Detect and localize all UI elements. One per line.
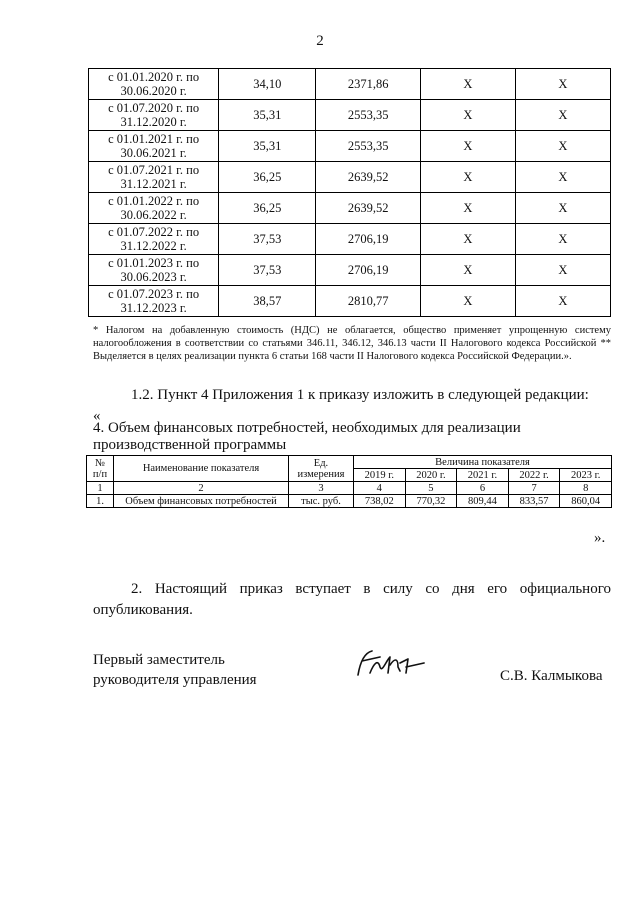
value1-cell: 35,31 <box>219 131 316 162</box>
x-cell: X <box>515 255 610 286</box>
header-unit-line1: Ед. <box>313 457 329 469</box>
value1-cell: 36,25 <box>219 193 316 224</box>
period-end: 30.06.2023 г. <box>120 270 187 284</box>
x-cell: X <box>420 69 515 100</box>
period-cell <box>89 255 219 286</box>
period-start: с 01.07.2021 г. по <box>108 163 200 177</box>
col-number: 8 <box>560 482 612 495</box>
x-cell: X <box>515 224 610 255</box>
year-2021: 2021 г. <box>457 469 509 482</box>
quote-close: ». <box>594 530 606 546</box>
signer-title-line1: Первый заместитель <box>93 652 225 668</box>
header-num-line1: № <box>94 457 106 469</box>
header-unit-cell <box>289 456 354 482</box>
period-cell <box>89 286 219 317</box>
col-number: 2 <box>114 482 289 495</box>
x-cell: X <box>515 286 610 317</box>
value2-cell: 2810,77 <box>316 286 420 317</box>
value2-cell: 2371,86 <box>316 69 420 100</box>
x-cell: X <box>420 100 515 131</box>
row-num: 1. <box>87 495 114 508</box>
period-end: 30.06.2022 г. <box>120 208 187 222</box>
footnote: * Налогом на добавленную стоимость (НДС) не облагается, общество применяет упрощенную систему налогообложения в соответствии со статьями 346.11, 346.12, 346.13 части II Налогового кодекса Российской ** Выделяется в целях реализации пункта 6 статьи 168 части II Налогового кодекса Российской Федерации.». <box>93 325 611 362</box>
row-value: 738,02 <box>354 495 406 508</box>
tariff-table <box>88 68 611 317</box>
value1-cell: 35,31 <box>219 100 316 131</box>
header-unit-line2: измерения <box>297 468 345 480</box>
col-number: 3 <box>289 482 354 495</box>
period-end: 31.12.2021 г. <box>120 177 187 191</box>
x-cell: X <box>420 193 515 224</box>
year-2019: 2019 г. <box>354 469 406 482</box>
signer-name: С.В. Калмыкова <box>500 668 603 684</box>
period-cell <box>89 162 219 193</box>
period-start: с 01.01.2021 г. по <box>108 132 200 146</box>
paragraph-4: 4. Объем финансовых потребностей, необходимых для реализации производственной программы <box>93 420 521 453</box>
period-start: с 01.01.2020 г. по <box>108 70 200 84</box>
needs-table <box>86 455 612 508</box>
x-cell: X <box>420 162 515 193</box>
value2-cell: 2553,35 <box>316 100 420 131</box>
signer-title <box>93 650 257 690</box>
period-cell <box>89 224 219 255</box>
value2-cell: 2639,52 <box>316 193 420 224</box>
quote-open: « <box>93 408 101 424</box>
period-start: с 01.07.2022 г. по <box>108 225 200 239</box>
row-value: 860,04 <box>560 495 612 508</box>
x-cell: X <box>420 255 515 286</box>
row-name: Объем финансовых потребностей <box>114 495 289 508</box>
row-unit: тыс. руб. <box>289 495 354 508</box>
period-cell <box>89 131 219 162</box>
header-value: Величина показателя <box>354 456 612 469</box>
tariff-row <box>89 286 611 317</box>
year-2022: 2022 г. <box>508 469 560 482</box>
value1-cell: 37,53 <box>219 255 316 286</box>
tariff-row <box>89 255 611 286</box>
value1-cell: 37,53 <box>219 224 316 255</box>
col-number: 4 <box>354 482 406 495</box>
row-value: 809,44 <box>457 495 509 508</box>
handwritten-signature <box>350 645 430 685</box>
value1-cell: 34,10 <box>219 69 316 100</box>
year-2023: 2023 г. <box>560 469 612 482</box>
year-2020: 2020 г. <box>405 469 457 482</box>
period-start: с 01.07.2020 г. по <box>108 101 200 115</box>
value2-cell: 2639,52 <box>316 162 420 193</box>
x-cell: X <box>515 131 610 162</box>
col-number: 7 <box>508 482 560 495</box>
header-name: Наименование показателя <box>114 456 289 482</box>
col-number: 5 <box>405 482 457 495</box>
col-number: 6 <box>457 482 509 495</box>
value1-cell: 38,57 <box>219 286 316 317</box>
signer-title-line2: руководителя управления <box>93 672 257 688</box>
tariff-row <box>89 69 611 100</box>
header-num-cell <box>87 456 114 482</box>
value2-cell: 2706,19 <box>316 224 420 255</box>
page-number: 2 <box>316 33 324 49</box>
period-end: 31.12.2020 г. <box>120 115 187 129</box>
x-cell: X <box>515 69 610 100</box>
x-cell: X <box>420 131 515 162</box>
period-start: с 01.01.2023 г. по <box>108 256 200 270</box>
period-cell <box>89 193 219 224</box>
paragraph-2: 2. Настоящий приказ вступает в силу со дня его официального опубликования. <box>93 581 611 618</box>
col-number: 1 <box>87 482 114 495</box>
value2-cell: 2706,19 <box>316 255 420 286</box>
paragraph-1-2: 1.2. Пункт 4 Приложения 1 к приказу изложить в следующей редакции: <box>131 387 589 403</box>
tariff-row <box>89 131 611 162</box>
tariff-row <box>89 100 611 131</box>
x-cell: X <box>420 224 515 255</box>
tariff-row <box>89 193 611 224</box>
x-cell: X <box>515 162 610 193</box>
period-end: 31.12.2023 г. <box>120 301 187 315</box>
period-end: 31.12.2022 г. <box>120 239 187 253</box>
period-end: 30.06.2020 г. <box>120 84 187 98</box>
value2-cell: 2553,35 <box>316 131 420 162</box>
x-cell: X <box>420 286 515 317</box>
period-cell <box>89 100 219 131</box>
row-value: 833,57 <box>508 495 560 508</box>
x-cell: X <box>515 193 610 224</box>
period-start: с 01.07.2023 г. по <box>108 287 200 301</box>
tariff-row <box>89 162 611 193</box>
period-cell <box>89 69 219 100</box>
row-value: 770,32 <box>405 495 457 508</box>
period-end: 30.06.2021 г. <box>120 146 187 160</box>
period-start: с 01.01.2022 г. по <box>108 194 200 208</box>
tariff-row <box>89 224 611 255</box>
value1-cell: 36,25 <box>219 162 316 193</box>
x-cell: X <box>515 100 610 131</box>
header-num-line2: п/п <box>92 468 108 480</box>
